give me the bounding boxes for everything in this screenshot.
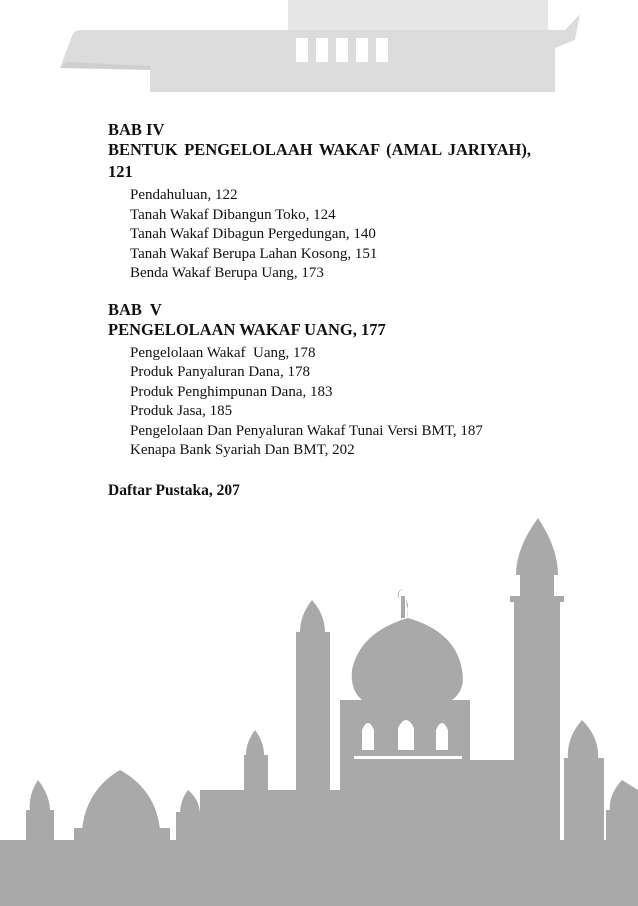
chapter-label: BAB V xyxy=(108,299,162,319)
chapter-entries xyxy=(130,344,531,461)
chapter-title: BENTUK PENGELOLAAH WAKAF (AMAL JARIYAH), 121 xyxy=(108,140,531,181)
toc-entry: Pengelolaan Wakaf Uang, 178 xyxy=(130,344,316,361)
chapter-title: PENGELOLAAN WAKAF UANG, 177 xyxy=(108,319,386,339)
chapter-entries xyxy=(130,186,531,284)
header-banner-decoration xyxy=(0,0,638,110)
chapter-label: BAB IV xyxy=(108,120,165,139)
toc-entry: Pengelolaan Dan Penyaluran Wakaf Tunai Versi BMT, 187 xyxy=(130,422,483,439)
chapter-5 xyxy=(108,300,531,461)
table-of-contents xyxy=(108,120,531,516)
toc-entry: Kenapa Bank Syariah Dan BMT, 202 xyxy=(130,442,355,458)
toc-entry: Tanah Wakaf Dibangun Toko, 124 xyxy=(130,206,336,223)
toc-entry: Produk Jasa, 185 xyxy=(130,403,233,419)
toc-entry: Benda Wakaf Berupa Uang, 173 xyxy=(130,265,324,281)
toc-entry: Pendahuluan, 122 xyxy=(130,187,238,203)
mosque-silhouette-decoration xyxy=(0,515,638,906)
chapter-4 xyxy=(108,120,531,284)
toc-entry: Produk Penghimpunan Dana, 183 xyxy=(130,383,333,400)
toc-entry: Tanah Wakaf Berupa Lahan Kosong, 151 xyxy=(130,245,378,262)
toc-entry: Tanah Wakaf Dibagun Pergedungan, 140 xyxy=(130,226,376,242)
toc-entry: Produk Panyaluran Dana, 178 xyxy=(130,364,310,380)
bibliography-entry: Daftar Pustaka, 207 xyxy=(108,481,240,499)
